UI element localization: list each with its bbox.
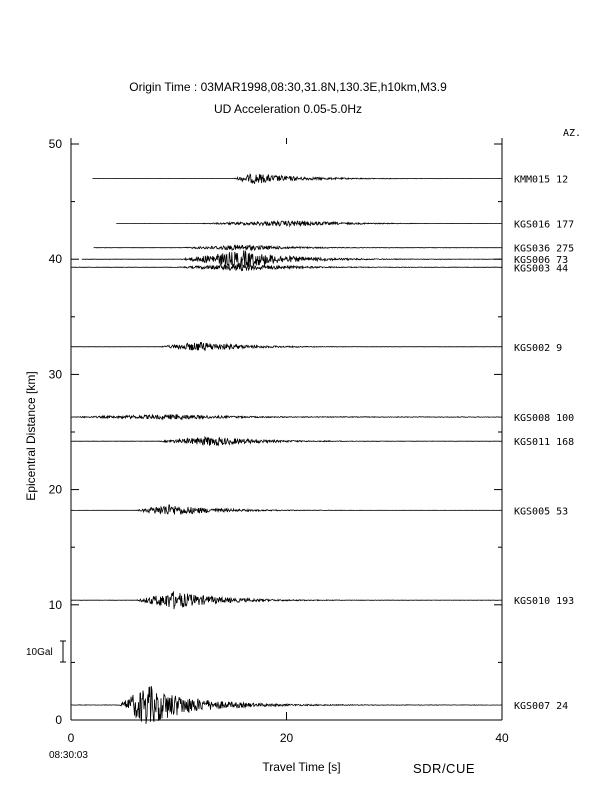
trace-KGS011	[71, 437, 502, 446]
trace-KMM015	[93, 174, 502, 184]
trace-KGS036	[94, 245, 502, 250]
station-label: KGS003 44	[514, 263, 569, 275]
chart-title: Origin Time : 03MAR1998,08:30,31.8N,130.3E,h10km,M3.9	[129, 80, 447, 94]
station-label: KMM015 12	[514, 174, 569, 186]
station-label: KGS016 177	[514, 219, 575, 231]
trace-KGS002	[71, 342, 502, 351]
station-label: KGS010 193	[514, 596, 575, 608]
station-label: KGS007 24	[514, 701, 569, 713]
azimuth-header: AZ.	[563, 128, 582, 139]
x-tick-label: 20	[279, 731, 294, 745]
station-label: KGS011 168	[514, 437, 575, 449]
scale-bar-label: 10Gal	[26, 647, 53, 658]
trace-KGS005	[71, 505, 502, 515]
trace-KGS006	[82, 250, 502, 267]
trace-KGS010	[71, 592, 502, 609]
y-tick-label: 10	[48, 597, 62, 612]
axes-frame	[60, 138, 502, 720]
x-axis-label: Travel Time [s]	[262, 760, 341, 774]
chart-subtitle: UD Acceleration 0.05-5.0Hz	[213, 102, 363, 116]
x-tick-label: 0	[67, 731, 75, 745]
station-label: KGS005 53	[514, 506, 569, 518]
y-tick-label: 40	[48, 252, 62, 267]
trace-KGS008	[71, 415, 502, 420]
start-time-label: 08:30:03	[49, 750, 88, 761]
y-axis-label: Epicentral Distance [km]	[24, 371, 38, 501]
y-tick-label: 50	[48, 137, 62, 151]
station-label: KGS036 275	[514, 243, 575, 255]
traces-layer	[71, 174, 502, 724]
trace-KGS003	[71, 264, 502, 271]
y-tick-label: 20	[48, 482, 62, 497]
y-tick-label: 0	[55, 713, 62, 727]
station-label: KGS006 73	[514, 255, 569, 267]
credit-label: SDR/CUE	[413, 761, 476, 776]
x-tick-label: 40	[495, 731, 509, 745]
station-label: KGS008 100	[514, 413, 575, 425]
station-label: KGS002 9	[514, 342, 563, 354]
labels-layer	[24, 128, 581, 774]
trace-KGS016	[116, 221, 502, 226]
y-tick-label: 30	[48, 367, 62, 382]
